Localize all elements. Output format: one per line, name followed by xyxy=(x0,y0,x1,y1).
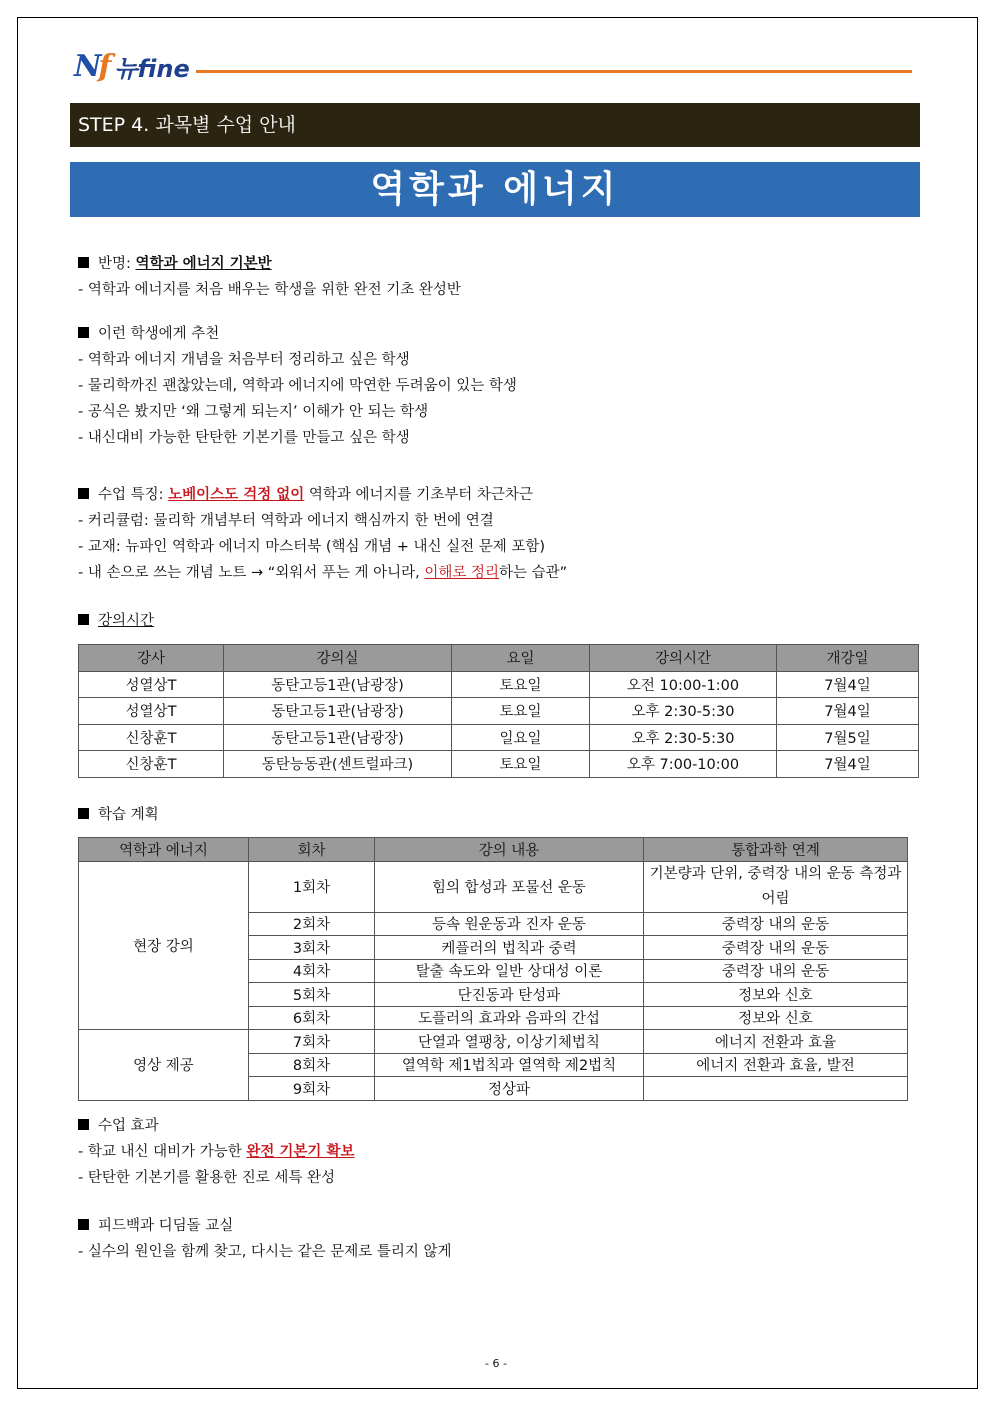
list-item: - 공식은 봤지만 ‘왜 그렇게 되는지’ 이해가 안 되는 학생 xyxy=(78,404,429,420)
list-item: - 교재: 뉴파인 역학과 에너지 마스터북 (핵심 개념 + 내신 실전 문제 포함) xyxy=(78,539,546,555)
logo xyxy=(74,49,190,83)
list-item: - 역학과 에너지 개념을 처음부터 정리하고 싶은 학생 xyxy=(78,352,410,368)
list-item: - 커리큘럼: 물리학 개념부터 역학과 에너지 핵심까지 한 번에 연결 xyxy=(78,513,494,529)
plan-table xyxy=(78,837,908,1101)
table-row: 3회차 케플러의 법칙과 중력 중력장 내의 운동 xyxy=(79,936,908,960)
table-row: 신창훈T 동탄고등1관(남광장) 일요일 오후 2:30-5:30 7월5일 xyxy=(79,724,919,751)
bullet-square-icon xyxy=(78,1219,89,1230)
recommend-heading: 이런 학생에게 추천 xyxy=(98,326,220,342)
logo-mark: Nf xyxy=(74,48,109,84)
bullet-square-icon xyxy=(78,808,89,819)
list-item: - 내 손으로 쓰는 개념 노트 → “외워서 푸는 게 아니라, 이해로 정리하는 습관” xyxy=(78,565,568,581)
bullet-square-icon xyxy=(78,1119,89,1130)
table-header-row: 강사 강의실 요일 강의시간 개강일 xyxy=(79,645,919,672)
table-row: 4회차 탈출 속도와 일반 상대성 이론 중력장 내의 운동 xyxy=(79,959,908,983)
recommend-section xyxy=(78,321,517,451)
list-item: - 내신대비 가능한 탄탄한 기본기를 만들고 싶은 학생 xyxy=(78,430,410,446)
plan-group-video: 영상 제공 xyxy=(79,1030,249,1101)
subject-title: 역학과 에너지 xyxy=(70,162,920,217)
table-row: 2회차 등속 원운동과 진자 운동 중력장 내의 운동 xyxy=(79,912,908,936)
plan-heading: 학습 계획 xyxy=(78,802,159,828)
schedule-table xyxy=(78,644,919,778)
class-name-section: 반명: 역학과 에너지 기본반 - 역학과 에너지를 처음 배우는 학생을 위한 완전 기초 완성반 xyxy=(78,251,461,303)
schedule-heading: 강의시간 xyxy=(78,608,154,634)
table-header-row: 역학과 에너지 회차 강의 내용 통합과학 연계 xyxy=(79,838,908,862)
class-name-value: 역학과 에너지 기본반 xyxy=(135,256,272,272)
features-section: 수업 특징: 노베이스도 걱정 없이 역학과 에너지를 기초부터 차근차근 - 커리큘럼: 물리학 개념부터 역학과 에너지 핵심까지 한 번에 연결 - 교재: 뉴파인 역학과 에너지 마스터북 (핵심 개념 + 내신 실전 문제 포함) - 내 손으로 쓰는 개념 노트 → “외워서 푸는 게 아니라, 이해로 정리하는 습관” xyxy=(78,482,567,586)
step-title: STEP 4. 과목별 수업 안내 xyxy=(70,103,920,147)
table-row: 9회차 정상파 xyxy=(79,1077,908,1101)
table-row: 8회차 열역학 제1법칙과 열역학 제2법칙 에너지 전환과 효율, 발전 xyxy=(79,1053,908,1077)
table-row: 성열상T 동탄고등1관(남광장) 토요일 오전 10:00-1:00 7월4일 xyxy=(79,671,919,698)
features-note-highlight: 이해로 정리 xyxy=(424,565,499,581)
table-row: 성열상T 동탄고등1관(남광장) 토요일 오후 2:30-5:30 7월4일 xyxy=(79,698,919,725)
plan-group-onsite: 현장 강의 xyxy=(79,861,249,1030)
table-row: 현장 강의 1회차 힘의 합성과 포물선 운동 기본량과 단위, 중력장 내의 운동 측정과 어림 xyxy=(79,861,908,912)
features-highlight: 노베이스도 걱정 없이 xyxy=(168,487,305,503)
bullet-square-icon xyxy=(78,257,89,268)
feedback-section: 피드백과 디딤돌 교실 - 실수의 원인을 함께 찾고, 다시는 같은 문제로 틀리지 않게 xyxy=(78,1213,451,1265)
list-item: - 학교 내신 대비가 가능한 완전 기본기 확보 xyxy=(78,1144,355,1160)
effect-section: 수업 효과 - 학교 내신 대비가 가능한 완전 기본기 확보 - 탄탄한 기본기를 활용한 진로 세특 완성 xyxy=(78,1113,355,1191)
bullet-square-icon xyxy=(78,614,89,625)
table-row: 6회차 도플러의 효과와 음파의 간섭 정보와 신호 xyxy=(79,1006,908,1030)
page-number: - 6 - xyxy=(485,1357,507,1370)
effect-highlight: 완전 기본기 확보 xyxy=(246,1144,355,1160)
table-row: 신창훈T 동탄능동관(센트럴파크) 토요일 오후 7:00-10:00 7월4일 xyxy=(79,751,919,778)
table-row: 영상 제공 7회차 단열과 열팽창, 이상기체법칙 에너지 전환과 효율 xyxy=(79,1030,908,1054)
list-item: - 실수의 원인을 함께 찾고, 다시는 같은 문제로 틀리지 않게 xyxy=(78,1244,452,1260)
logo-text: 뉴fine xyxy=(114,54,190,83)
table-row: 5회차 단진동과 탄성파 정보와 신호 xyxy=(79,983,908,1007)
list-item: - 물리학까진 괜찮았는데, 역학과 에너지에 막연한 두려움이 있는 학생 xyxy=(78,378,517,394)
header-rule xyxy=(196,70,912,73)
bullet-square-icon xyxy=(78,488,89,499)
bullet-square-icon xyxy=(78,327,89,338)
list-item: - 탄탄한 기본기를 활용한 진로 세특 완성 xyxy=(78,1170,335,1186)
class-name-desc: - 역학과 에너지를 처음 배우는 학생을 위한 완전 기초 완성반 xyxy=(78,282,461,298)
